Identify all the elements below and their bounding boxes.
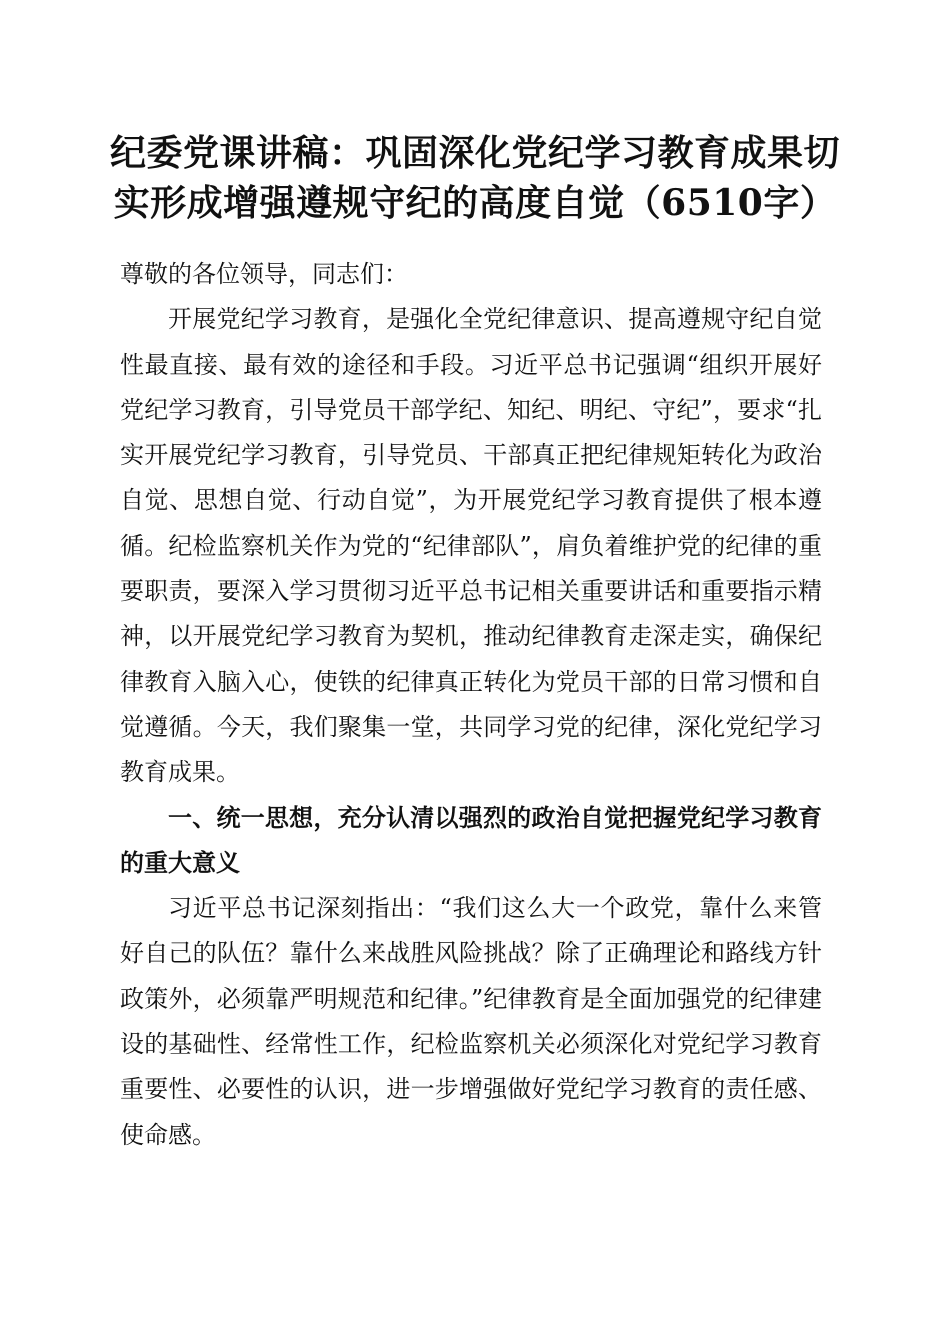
document-title (100, 128, 850, 228)
paragraph-section-1: 习近平总书记深刻指出：“我们这么大一个政党，靠什么来管好自己的队伍？靠什么来战胜风险挑战？除了正确理论和路线方针政策外，必须靠严明规范和纪律。”纪律教育是全面加强党的纪律建设的基础性、经常性工作，纪检监察机关必须深化对党纪学习教育重要性、必要性的认识，进一步增强做好党纪学习教育的责任感、使命感。 (120, 894, 822, 1149)
section-heading-1: 一、统一思想，充分认清以强烈的政治自觉把握党纪学习教育的重大意义 (120, 803, 822, 877)
document-body (120, 252, 822, 1158)
salutation: 尊敬的各位领导，同志们： (120, 260, 408, 288)
paragraph-intro: 开展党纪学习教育，是强化全党纪律意识、提高遵规守纪自觉性最直接、最有效的途径和手段。习近平总书记强调“组织开展好党纪学习教育，引导党员干部学纪、知纪、明纪、守纪”，要求“扎实开展党纪学习教育，引导党员、干部真正把纪律规矩转化为政治自觉、思想自觉、行动自觉”，为开展党纪学习教育提供了根本遵循。纪检监察机关作为党的“纪律部队”，肩负着维护党的纪律的重要职责，要深入学习贯彻习近平总书记相关重要讲话和重要指示精神，以开展党纪学习教育为契机，推动纪律教育走深走实，确保纪律教育入脑入心，使铁的纪律真正转化为党员干部的日常习惯和自觉遵循。今天，我们聚集一堂，共同学习党的纪律，深化党纪学习教育成果。 (120, 305, 822, 787)
title-line-2: 实形成增强遵规守纪的高度自觉（6510字） (113, 182, 837, 224)
title-line-1: 纪委党课讲稿：巩固深化党纪学习教育成果切 (109, 132, 840, 174)
